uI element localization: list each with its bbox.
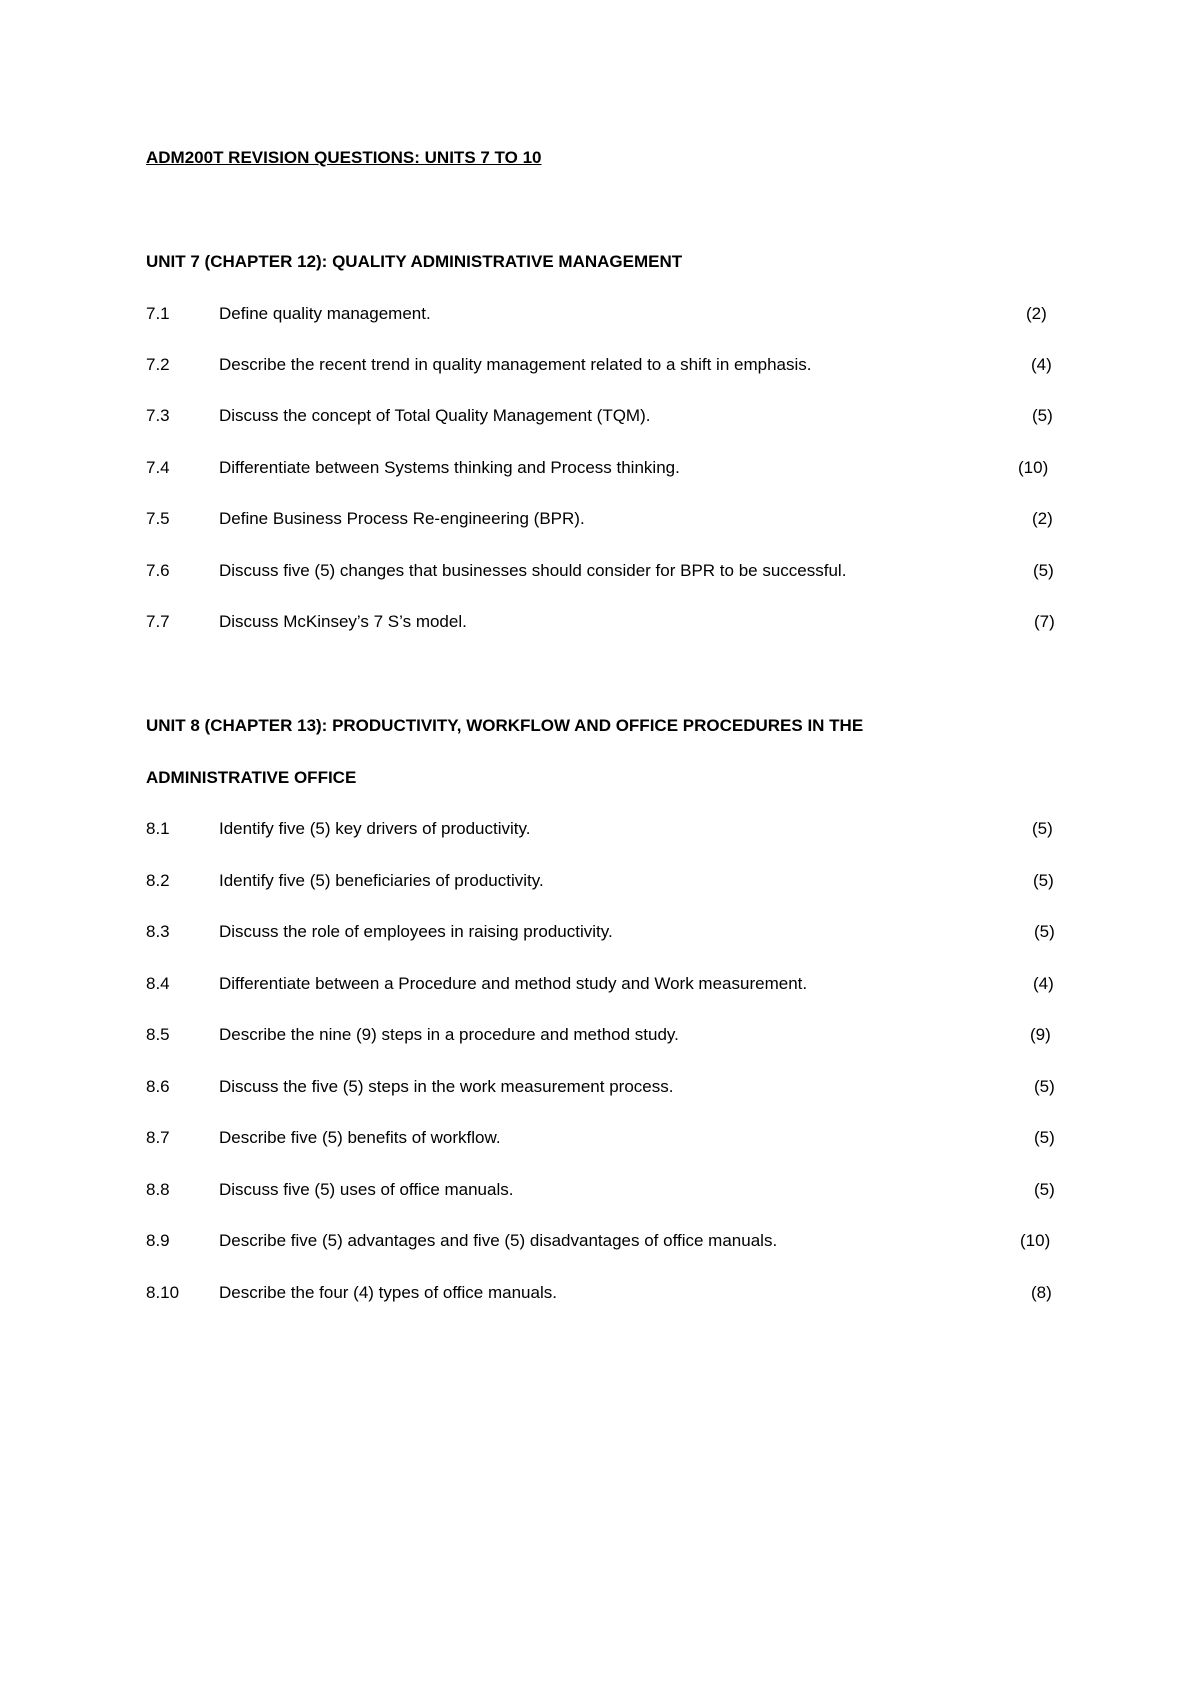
question-row [146,1077,1066,1103]
question-text: Discuss the role of employees in raising productivity. [219,922,613,941]
question-row [146,1025,1066,1051]
question-marks: (5) [1034,1077,1055,1096]
question-number: 8.6 [146,1077,170,1096]
question-row [146,355,1066,381]
question-marks: (4) [1033,974,1054,993]
question-number: 8.9 [146,1231,170,1250]
document-title: ADM200T REVISION QUESTIONS: UNITS 7 TO 10 [146,148,542,167]
question-row [146,612,1066,638]
question-marks: (5) [1032,406,1053,425]
question-number: 8.7 [146,1128,170,1147]
question-number: 8.5 [146,1025,170,1044]
question-text: Discuss the five (5) steps in the work measurement process. [219,1077,674,1096]
question-text: Identify five (5) beneficiaries of productivity. [219,871,544,890]
question-marks: (5) [1033,561,1054,580]
question-marks: (2) [1032,509,1053,528]
question-row [146,974,1066,1000]
question-text: Discuss the concept of Total Quality Management (TQM). [219,406,651,425]
question-marks: (5) [1034,1128,1055,1147]
question-row [146,304,1066,330]
question-row [146,561,1066,587]
question-number: 8.4 [146,974,170,993]
question-text: Define quality management. [219,304,431,323]
question-marks: (5) [1033,871,1054,890]
unit-7-heading: UNIT 7 (CHAPTER 12): QUALITY ADMINISTRATIVE MANAGEMENT [146,252,683,271]
question-row [146,1283,1066,1309]
question-text: Discuss McKinsey’s 7 S’s model. [219,612,467,631]
question-text: Define Business Process Re-engineering (BPR). [219,509,585,528]
question-marks: (2) [1026,304,1047,323]
question-number: 7.3 [146,406,170,425]
question-number: 8.2 [146,871,170,890]
question-number: 7.4 [146,458,170,477]
question-number: 8.8 [146,1180,170,1199]
question-text: Discuss five (5) changes that businesses should consider for BPR to be successful. [219,561,847,580]
question-row [146,509,1066,535]
question-number: 7.2 [146,355,170,374]
unit-8-heading: UNIT 8 (CHAPTER 13): PRODUCTIVITY, WORKFLOW AND OFFICE PROCEDURES IN THE [146,716,864,735]
question-number: 8.3 [146,922,170,941]
question-text: Describe five (5) advantages and five (5) disadvantages of office manuals. [219,1231,778,1250]
question-row [146,406,1066,432]
question-text: Describe five (5) benefits of workflow. [219,1128,501,1147]
question-text: Describe the nine (9) steps in a procedure and method study. [219,1025,679,1044]
question-row [146,458,1066,484]
question-marks: (5) [1034,922,1055,941]
question-text: Differentiate between Systems thinking and Process thinking. [219,458,680,477]
question-text: Discuss five (5) uses of office manuals. [219,1180,514,1199]
question-row [146,1231,1066,1257]
question-marks: (8) [1031,1283,1052,1302]
question-text: Differentiate between a Procedure and method study and Work measurement. [219,974,808,993]
question-marks: (7) [1034,612,1055,631]
question-marks: (5) [1032,819,1053,838]
question-text: Describe the four (4) types of office manuals. [219,1283,557,1302]
question-marks: (4) [1031,355,1052,374]
question-number: 7.6 [146,561,170,580]
question-text: Describe the recent trend in quality management related to a shift in emphasis. [219,355,812,374]
question-row [146,922,1066,948]
question-number: 7.7 [146,612,170,631]
question-row [146,871,1066,897]
question-text: Identify five (5) key drivers of productivity. [219,819,531,838]
question-number: 8.10 [146,1283,180,1302]
question-number: 8.1 [146,819,170,838]
unit-8-heading-continued: ADMINISTRATIVE OFFICE [146,768,357,787]
question-marks: (10) [1018,458,1049,477]
question-marks: (5) [1034,1180,1055,1199]
question-row [146,1180,1066,1206]
question-row [146,1128,1066,1154]
question-marks: (10) [1020,1231,1051,1250]
question-number: 7.5 [146,509,170,528]
question-row [146,819,1066,845]
question-number: 7.1 [146,304,170,323]
question-marks: (9) [1030,1025,1051,1044]
